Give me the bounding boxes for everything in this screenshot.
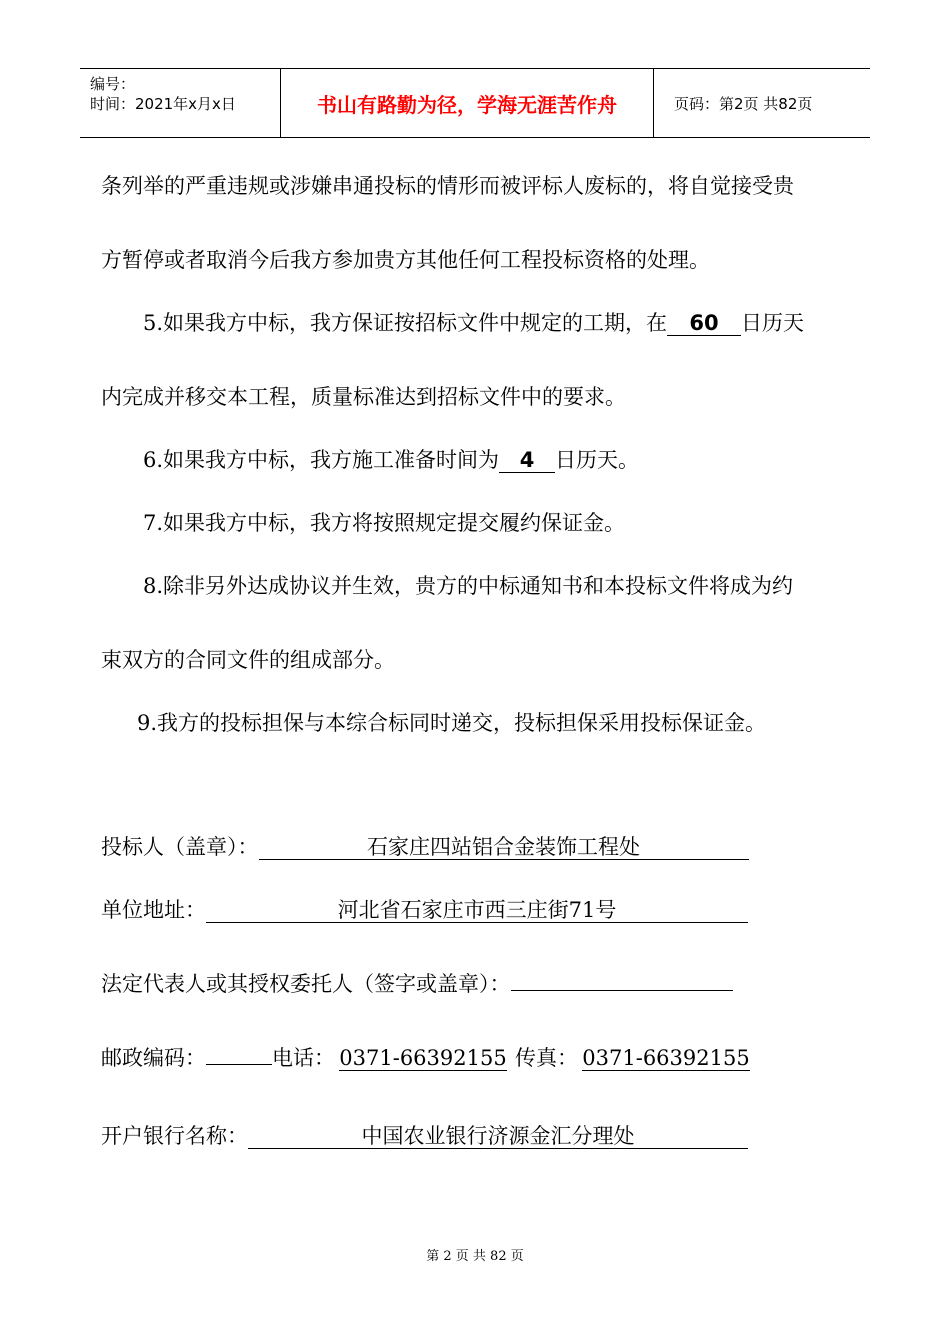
item-8-continued: 束双方的合同文件的组成部分。: [101, 648, 395, 672]
item-8: 8.除非另外达成协议并生效，贵方的中标通知书和本投标文件将成为约: [143, 574, 794, 598]
bidder-field: 石家庄四站铝合金装饰工程处: [259, 835, 749, 860]
page-header: [80, 68, 870, 138]
item-5: [143, 309, 804, 337]
bidder-row: [101, 833, 749, 861]
item-5-days: 60: [667, 311, 741, 336]
page-footer: 第 2 页 共 82 页: [426, 1249, 524, 1264]
fax-field: 0371-66392155: [582, 1046, 750, 1070]
item-5-continued: 内完成并移交本工程，质量标准达到招标文件中的要求。: [101, 385, 626, 409]
contact-row: [101, 1044, 750, 1072]
bank-row: [101, 1122, 748, 1150]
address-field: 河北省石家庄市西三庄街71号: [206, 898, 748, 923]
postcode-label: 邮政编码：: [101, 1046, 206, 1070]
header-motto: 书山有路勤为径，学海无涯苦作舟: [281, 69, 654, 137]
item-6: [143, 446, 639, 474]
item-7: 7.如果我方中标，我方将按照规定提交履约保证金。: [143, 511, 626, 535]
item-9: 9.我方的投标担保与本综合标同时递交，投标担保采用投标保证金。: [137, 711, 767, 735]
bank-label: 开户银行名称：: [101, 1124, 248, 1148]
body-line-1: 条列举的严重违规或涉嫌串通投标的情形而被评标人废标的，将自觉接受贵: [101, 174, 794, 198]
phone-label: 电话：: [272, 1046, 335, 1070]
item-5-text-b: 日历天: [741, 311, 805, 335]
representative-field: [511, 990, 733, 991]
item-6-days: 4: [499, 448, 555, 473]
document-number-label: 编号：: [90, 75, 136, 93]
postcode-field: [206, 1064, 272, 1065]
header-page-info-text: 页码：第2页 共82页: [674, 94, 813, 113]
bank-field: 中国农业银行济源金汇分理处: [248, 1124, 748, 1149]
body-line-2: 方暂停或者取消今后我方参加贵方其他任何工程投标资格的处理。: [101, 248, 710, 272]
item-5-text-a: 5.如果我方中标，我方保证按招标文件中规定的工期，在: [143, 311, 668, 335]
item-6-text-b: 日历天。: [555, 448, 640, 472]
fax-label: 传真：: [515, 1046, 578, 1070]
representative-label: 法定代表人或其授权委托人（签字或盖章）：: [101, 972, 511, 996]
phone-field: 0371-66392155: [339, 1046, 507, 1070]
bidder-label: 投标人（盖章）：: [101, 835, 259, 859]
representative-row: [101, 970, 733, 998]
header-page-info: [664, 69, 870, 137]
address-label: 单位地址：: [101, 898, 206, 922]
header-meta-cell: [80, 69, 281, 137]
document-time: 时间：2021年x月x日: [90, 95, 236, 113]
item-6-text-a: 6.如果我方中标，我方施工准备时间为: [143, 448, 500, 472]
address-row: [101, 896, 748, 924]
